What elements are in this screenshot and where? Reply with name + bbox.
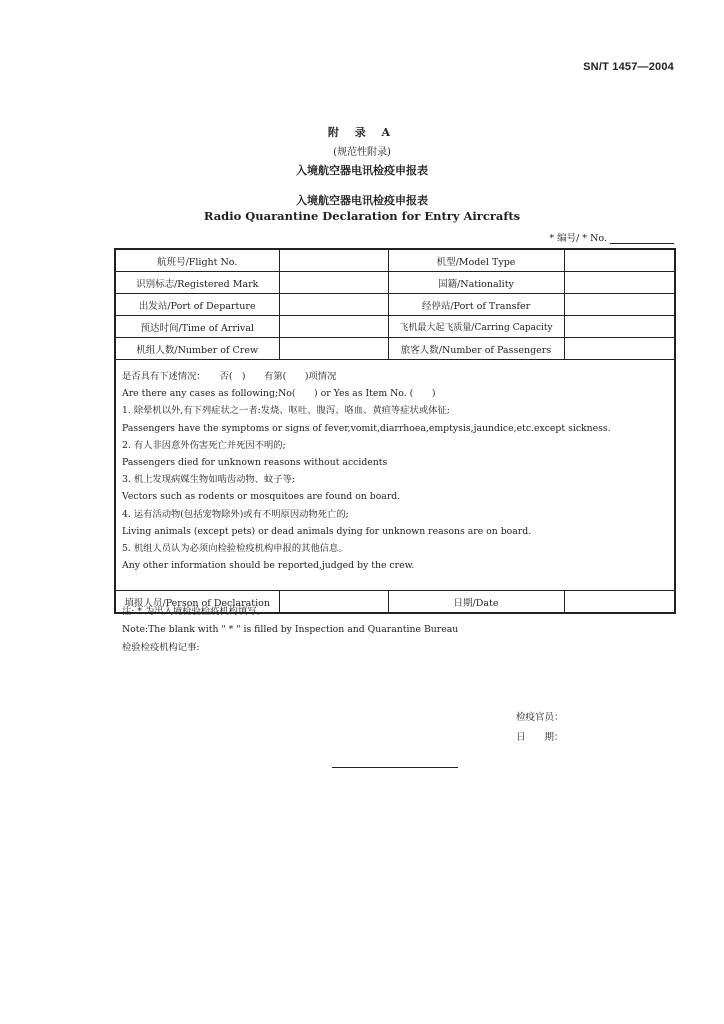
question-line: Are there any cases as following;No( ) or Yes as Item No. ( ) (122, 388, 436, 400)
note-en: Note:The blank with " * " is filled by Inspection and Quarantine Bureau (122, 624, 459, 635)
flight-no-value[interactable] (279, 249, 388, 272)
bureau-remarks-label: 检验检疫机构记事: (122, 642, 200, 653)
table-row (115, 272, 675, 294)
declaration-table (114, 248, 676, 614)
question-line: 3. 机上发现病媒生物如啮齿动物、蚊子等; (122, 474, 296, 486)
question-line: 2. 有人非因意外伤害死亡并死因不明的; (122, 439, 286, 451)
number-of-crew-value[interactable] (279, 338, 388, 360)
time-of-arrival-label: 预达时间/Time of Arrival (115, 316, 279, 338)
table-row (115, 316, 675, 338)
question-line: 1. 除晕机以外,有下列症状之一者:发烧、呕吐、腹泻、咯血、黄疸等症状或体征; (122, 405, 450, 417)
health-questions-cell (115, 360, 675, 591)
nationality-value[interactable] (564, 272, 675, 294)
officer-signature-block (516, 708, 564, 748)
standard-number: SN/T 1457—2004 (583, 61, 674, 73)
number-of-passengers-label: 旅客人数/Number of Passengers (388, 338, 564, 360)
number-of-passengers-value[interactable] (564, 338, 675, 360)
serial-number-field (549, 230, 674, 244)
question-line: 是否具有下述情况： 否( ) 有第( )项情况 (122, 371, 337, 382)
note-cn: 注: * 为出入境检验检疫机构填写。 (122, 606, 266, 617)
date-label: 日期/Date (388, 591, 564, 614)
port-of-transfer-value[interactable] (564, 294, 675, 316)
model-type-label: 机型/Model Type (388, 249, 564, 272)
question-line: 4. 运有活动物(包括宠物除外)或有不明原因动物死亡的; (122, 508, 349, 520)
registered-mark-label: 识别标志/Registered Mark (115, 272, 279, 294)
question-line: Passengers have the symptoms or signs of fever,vomit,diarrhoea,emptysis,jaundice,etc.except sickness. (122, 422, 611, 434)
serial-number-label: * 编号/ * No. (549, 233, 607, 244)
question-line: 5. 机组人员认为必须向检验检疫机构申报的其他信息。 (122, 542, 348, 554)
table-row (115, 249, 675, 272)
form-title-cn: 入境航空器电讯检疫申报表 (296, 194, 428, 207)
carrying-capacity-label: 飞机最大起飞质量/Carring Capacity (388, 316, 564, 338)
form-title-en: Radio Quarantine Declaration for Entry Aircrafts (203, 209, 521, 223)
question-line: Living animals (except pets) or dead animals dying for unknown reasons are on board. (122, 525, 532, 537)
serial-number-blank[interactable] (610, 233, 674, 244)
end-rule (332, 767, 458, 768)
annex-type: (规范性附录) (333, 147, 391, 158)
nationality-label: 国籍/Nationality (388, 272, 564, 294)
annex-title: 入境航空器电讯检疫申报表 (296, 164, 428, 177)
question-line: Vectors such as rodents or mosquitoes are found on board. (122, 491, 401, 503)
port-of-departure-label: 出发站/Port of Departure (115, 294, 279, 316)
annex-heading: 附 录 A (327, 126, 397, 139)
port-of-transfer-label: 经停站/Port of Transfer (388, 294, 564, 316)
question-line: Any other information should be reported,judged by the crew. (122, 560, 415, 572)
port-of-departure-value[interactable] (279, 294, 388, 316)
date-value[interactable] (564, 591, 675, 614)
person-of-declaration-label: 填报人员/Person of Declaration (115, 591, 279, 614)
notes-block (122, 603, 458, 657)
table-row (115, 360, 675, 591)
model-type-value[interactable] (564, 249, 675, 272)
question-line: Passengers died for unknown reasons without accidents (122, 456, 388, 468)
carrying-capacity-value[interactable] (564, 316, 675, 338)
officer-date-label: 日 期： (516, 732, 564, 743)
registered-mark-value[interactable] (279, 272, 388, 294)
table-row (115, 338, 675, 360)
officer-label: 检疫官员： (516, 712, 564, 723)
time-of-arrival-value[interactable] (279, 316, 388, 338)
table-row (115, 294, 675, 316)
flight-no-label: 航班号/Flight No. (115, 249, 279, 272)
number-of-crew-label: 机组人数/Number of Crew (115, 338, 279, 360)
